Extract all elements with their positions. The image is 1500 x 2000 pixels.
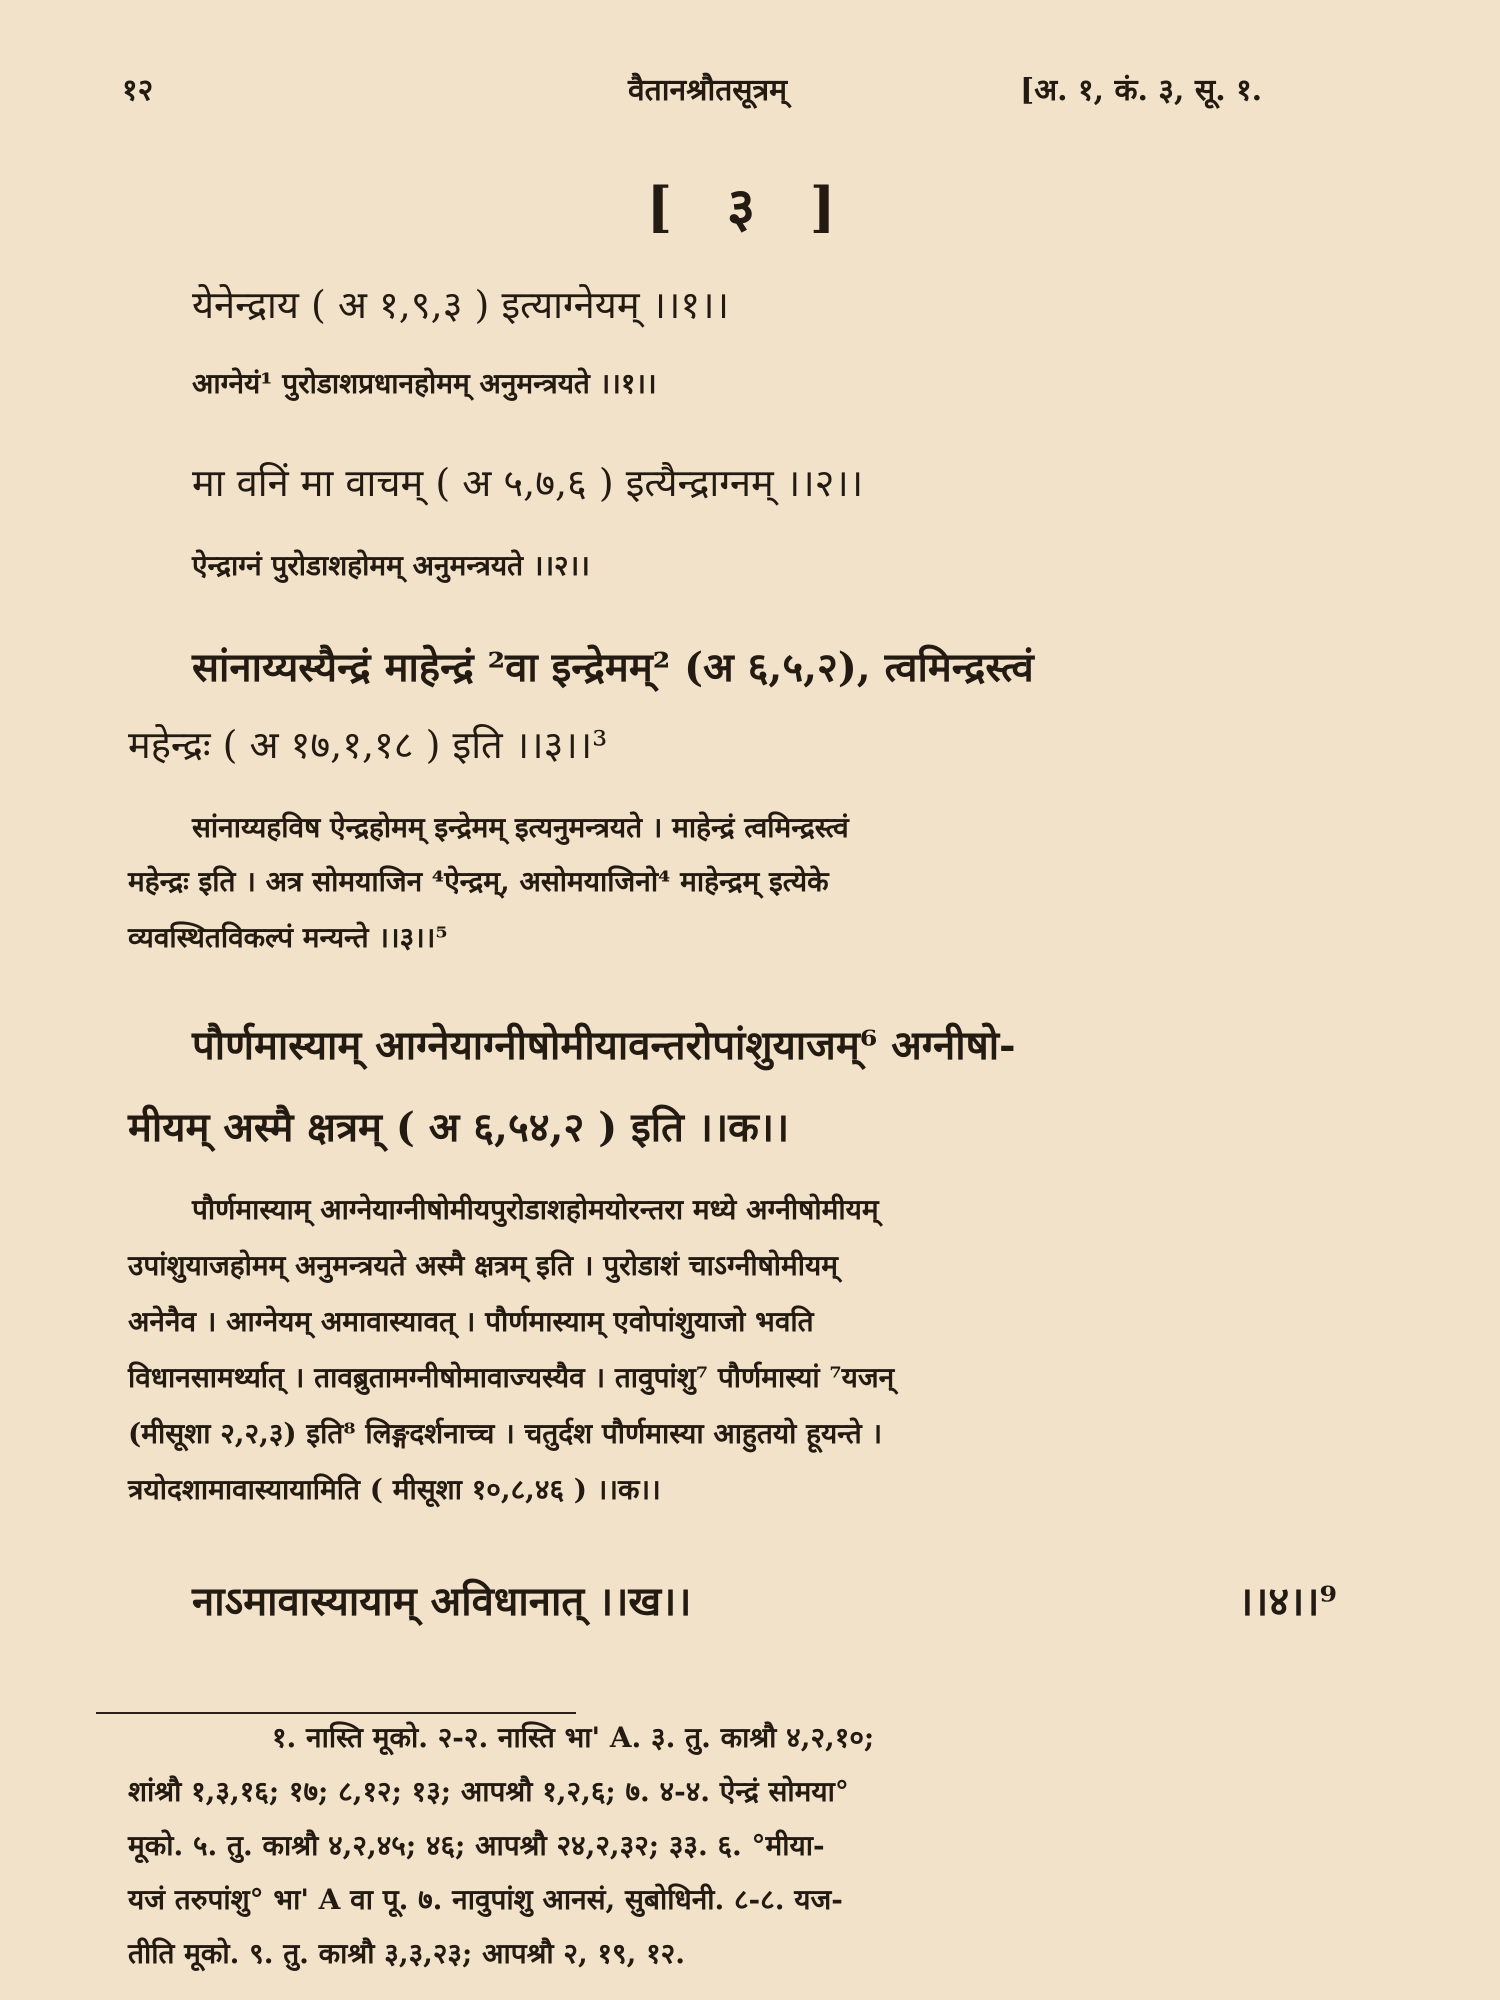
sutra-2: मा वनिं मा वाचम् ( अ ५,७,६ ) इत्यैन्द्राग्नम् ।।२।। — [192, 461, 864, 505]
sutra-1: येनेन्द्राय ( अ १,९,३ ) इत्याग्नेयम् ।।१।। — [192, 283, 729, 327]
commentary-4-line-6: त्रयोदशामावास्यायामिति ( मीसूशा १०,८,४६ ) ।।क।। — [128, 1473, 661, 1506]
footnotes-line-4: यजं तरुपांशु° भा' A वा पू. ७. नावुपांशु आनसं, सुबोधिनी. ८-८. यज- — [128, 1883, 843, 1916]
commentary-3-line-2: महेन्द्रः इति । अत्र सोमयाजिन ⁴ऐन्द्रम्, असोमयाजिनो⁴ माहेन्द्रम् इत्येके — [128, 865, 829, 898]
commentary-3-line-3: व्यवस्थितविकल्पं मन्यन्ते ।।३।।⁵ — [128, 921, 448, 954]
commentary-4-line-4: विधानसामर्थ्यात् । तावब्रुतामग्नीषोमावाज्यस्यैव । तावुपांशु⁷ पौर्णमास्यां ⁷यजन् — [128, 1361, 895, 1394]
commentary-4-line-5: (मीसूशा २,२,३) इति⁸ लिङ्गदर्शनाच्च । चतुर्दश पौर्णमास्या आहुतयो हूयन्ते । — [128, 1417, 883, 1450]
sutra-3-line-1: सांनाय्यस्यैन्द्रं माहेन्द्रं ²वा इन्द्रेमम्² (अ ६,५,२), त्वमिन्द्रस्त्वं — [192, 644, 1034, 691]
footnotes-line-2: शांश्रौ १,३,१६; १७; ८,१२; १३; आपश्रौ १,२,६; ७. ४-४. ऐन्द्रं सोमया° — [128, 1775, 849, 1808]
sutra-3-line-2: महेन्द्रः ( अ १७,१,१८ ) इति ।।३।।³ — [128, 723, 608, 767]
sutra-4-line-2: मीयम् अस्मै क्षत्रम् ( अ ६,५४,२ ) इति ।।क।। — [128, 1104, 790, 1151]
commentary-4-line-2: उपांशुयाजहोमम् अनुमन्त्रयते अस्मै क्षत्रम् इति । पुरोडाशं चाऽग्नीषोमीयम् — [128, 1249, 839, 1282]
section-reference: [अ. १, कं. ३, सू. १. — [1020, 73, 1263, 108]
footnotes-line-1: १. नास्ति मूको. २-२. नास्ति भा' A. ३. तु. काश्रौ ४,२,१०; — [272, 1721, 875, 1754]
commentary-3-line-1: सांनाय्यहविष ऐन्द्रहोमम् इन्द्रेमम् इत्यनुमन्त्रयते । माहेन्द्रं त्वमिन्द्रस्त्वं — [192, 811, 849, 844]
sutra-4-line-1: पौर्णमास्याम् आग्नेयाग्नीषोमीयावन्तरोपांशुयाजम्⁶ अग्नीषो- — [192, 1022, 1016, 1069]
commentary-2: ऐन्द्राग्नं पुरोडाशहोमम् अनुमन्त्रयते ।।२।। — [192, 549, 590, 582]
commentary-1: आग्नेयं¹ पुरोडाशप्रधानहोमम् अनुमन्त्रयते ।।१।। — [192, 367, 657, 400]
commentary-4-line-1: पौर्णमास्याम् आग्नेयाग्नीषोमीयपुरोडाशहोमयोरन्तरा मध्ये अग्नीषोमीयम् — [192, 1193, 879, 1226]
footnotes-line-5: तीति मूको. ९. तु. काश्रौ ३,३,२३; आपश्रौ २, १९, १२. — [128, 1937, 685, 1970]
kandika-end-marker: ।।४।।⁹ — [1238, 1578, 1337, 1625]
footnotes-line-3: मूको. ५. तु. काश्रौ ४,२,४५; ४६; आपश्रौ २४,२,३२; ३३. ६. °मीया- — [128, 1829, 825, 1862]
running-title: वैतानश्रौतसूत्रम् — [628, 73, 788, 108]
sutra-5: नाऽमावास्यायाम् अविधानात् ।।ख।। — [192, 1578, 692, 1625]
footnote-rule — [96, 1712, 576, 1714]
commentary-4-line-3: अनेनैव । आग्नेयम् अमावास्यावत् । पौर्णमास्याम् एवोपांशुयाजो भवति — [128, 1305, 814, 1338]
section-number: [ ३ ] — [646, 175, 854, 239]
page-number: १२ — [122, 73, 154, 108]
